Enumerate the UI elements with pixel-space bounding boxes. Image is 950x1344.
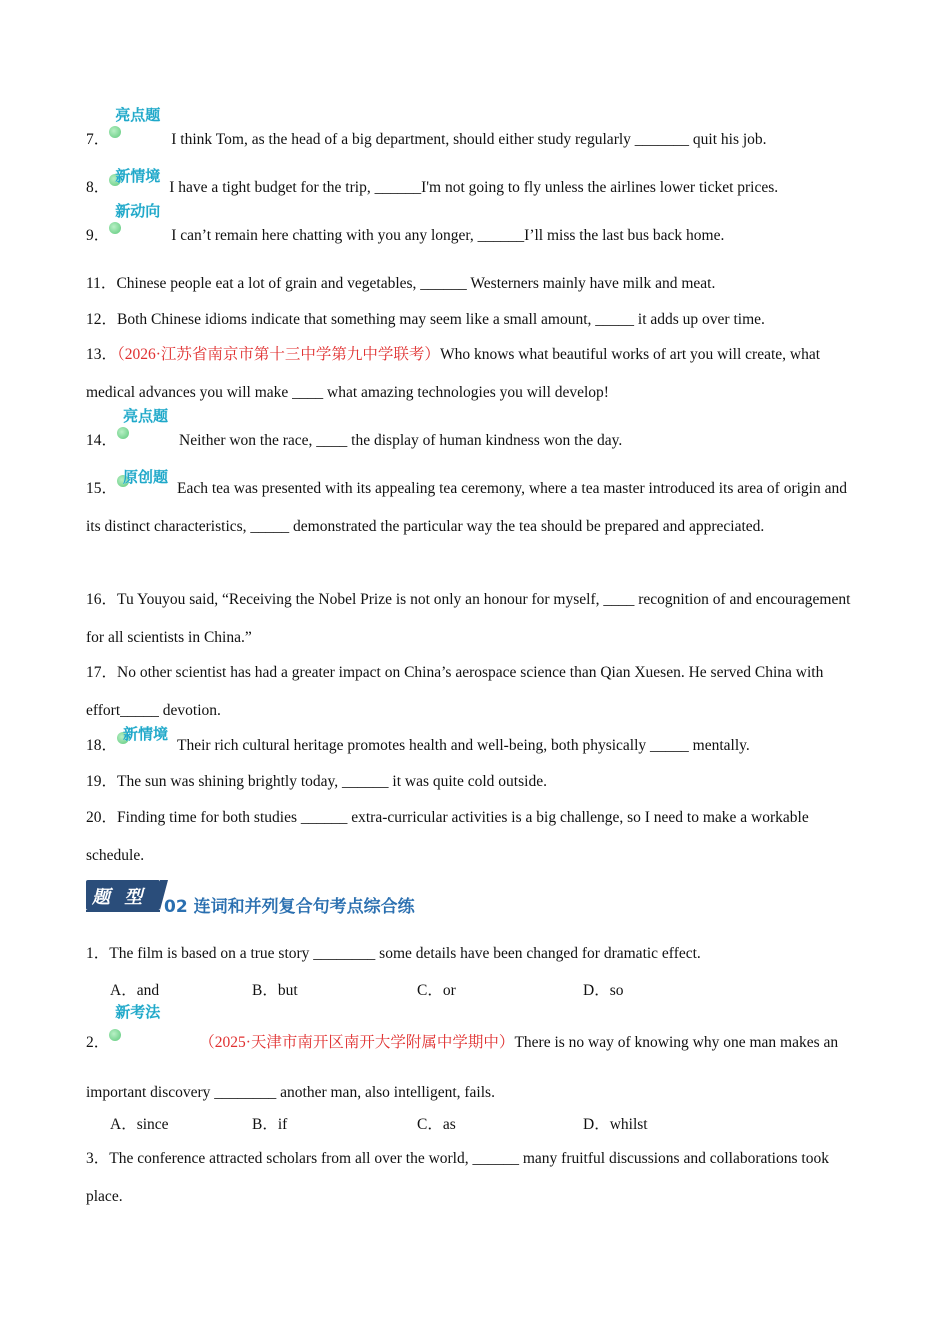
question-number: 9． <box>86 227 110 244</box>
question-p2-1 <box>86 935 861 973</box>
question-number: 18． <box>86 737 118 754</box>
tag-label: 原创题 <box>123 468 169 486</box>
question-13 <box>86 336 861 412</box>
tag-badge <box>109 1003 199 1047</box>
question-14 <box>86 407 861 460</box>
question-20 <box>86 799 861 875</box>
question-text: The film is based on a true story ________ some details have been changed for dramatic effect. <box>109 945 701 962</box>
question-text: The conference attracted scholars from all over the world, ______ many fruitful discussions and collaborations took place. <box>86 1150 829 1205</box>
section-divider <box>86 910 160 912</box>
question-text: Both Chinese idioms indicate that something may seem like a small amount, _____ it adds up over time. <box>117 311 765 328</box>
question-number: 8． <box>86 179 110 196</box>
source-label: （2026·江苏省南京市第十三中学第九中学联考） <box>117 346 440 363</box>
question-number: 19． <box>86 773 118 790</box>
question-p2-2 <box>86 1003 861 1118</box>
section-header <box>86 880 586 917</box>
section-badge-label: 题 型 <box>92 887 147 908</box>
question-9 <box>86 202 861 255</box>
question-text: Who knows what beautiful works of art you will create, what medical advances you will make ____ what amazing technologies you will develop! <box>86 346 821 401</box>
question-number: 11． <box>86 275 117 292</box>
question-16 <box>86 581 861 657</box>
question-text: Their rich cultural heritage promotes health and well-being, both physically _____ mentally. <box>177 737 750 754</box>
question-19 <box>86 763 861 801</box>
option-b[interactable]: B．but <box>252 982 298 999</box>
question-number: 13． <box>86 346 118 363</box>
tag-label: 新动向 <box>115 202 161 220</box>
question-text: I think Tom, as the head of a big department, should either study regularly _______ quit his job. <box>171 131 767 148</box>
question-7 <box>86 106 861 159</box>
question-text: Finding time for both studies ______ extra-curricular activities is a big challenge, so I need to make a workable schedule. <box>86 809 809 864</box>
section-badge <box>86 880 160 910</box>
option-d[interactable]: D．whilst <box>583 1116 648 1133</box>
tag-label: 新情境 <box>115 167 161 185</box>
question-text: I can’t remain here chatting with you any longer, ______I’ll miss the last bus back home. <box>171 227 725 244</box>
tag-label: 新考法 <box>115 1003 161 1021</box>
question-number: 3． <box>86 1150 110 1167</box>
question-11 <box>86 265 861 303</box>
tag-label: 亮点题 <box>115 106 161 124</box>
question-12 <box>86 301 861 339</box>
question-number: 12． <box>86 311 118 328</box>
option-c[interactable]: C．as <box>417 1116 456 1133</box>
question-p2-3 <box>86 1140 861 1216</box>
tag-badge <box>117 725 177 753</box>
tag-badge <box>109 106 171 144</box>
option-d[interactable]: D．so <box>583 982 624 999</box>
tag-label: 新情境 <box>123 725 169 743</box>
question-number: 17． <box>86 664 118 681</box>
question-18 <box>86 727 861 765</box>
question-number: 20． <box>86 809 118 826</box>
section-title: 02 连词和并列复合句考点综合练 <box>164 897 415 917</box>
question-text: There is no way of knowing why one man makes an important discovery ________ another man, also intelligent, fails. <box>86 1034 839 1101</box>
question-text: The sun was shining brightly today, ______ it was quite cold outside. <box>117 773 547 790</box>
question-number: 7． <box>86 131 110 148</box>
question-15 <box>86 470 861 546</box>
question-8 <box>86 169 861 207</box>
tag-badge <box>117 468 177 496</box>
tag-badge <box>117 407 179 445</box>
question-number: 14． <box>86 432 118 449</box>
question-number: 16． <box>86 591 118 608</box>
question-text: I have a tight budget for the trip, ______I'm not going to fly unless the airlines lower ticket prices. <box>169 179 779 196</box>
question-text: Chinese people eat a lot of grain and vegetables, ______ Westerners mainly have milk and meat. <box>116 275 716 292</box>
option-c[interactable]: C．or <box>417 982 456 999</box>
question-number: 15． <box>86 480 118 497</box>
question-number: 2． <box>86 1034 110 1051</box>
question-text: Tu Youyou said, “Receiving the Nobel Prize is not only an honour for myself, ____ recognition of and encouragement for all scientists in China.” <box>86 591 851 646</box>
source-label: （2025·天津市南开区南开大学附属中学期中） <box>199 1034 515 1051</box>
question-17 <box>86 654 861 730</box>
option-b[interactable]: B．if <box>252 1116 288 1133</box>
option-a[interactable]: A．since <box>110 1116 169 1133</box>
question-text: Neither won the race, ____ the display of human kindness won the day. <box>179 432 623 449</box>
question-text: Each tea was presented with its appealing tea ceremony, where a tea master introduced its area of origin and its distinct characteristics, _____ demonstrated the particular way the tea should be prepared and appreciated. <box>86 480 847 535</box>
option-a[interactable]: A．and <box>110 982 160 999</box>
tag-label: 亮点题 <box>123 407 169 425</box>
tag-badge <box>109 202 171 240</box>
question-number: 1． <box>86 945 110 962</box>
question-text: No other scientist has had a greater impact on China’s aerospace science than Qian Xuesen. He served China with effort_____ devotion. <box>86 664 824 719</box>
